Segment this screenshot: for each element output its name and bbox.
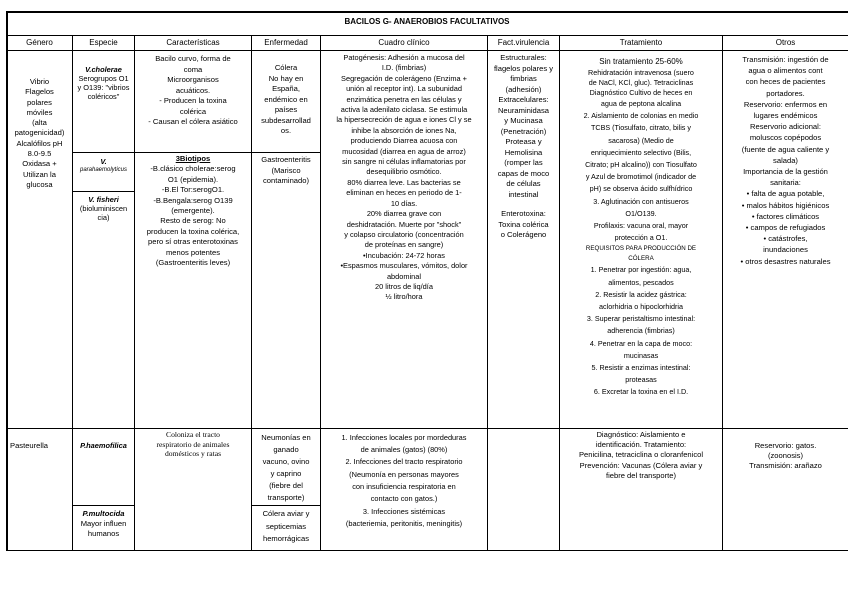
vibrio-parahaemolyticus-cell [73,153,134,191]
vibrio-cholerae-cell: V.cholerae Serogrupos O1 y O139: "vibrios coléricos" [73,52,134,152]
past-enfermedad-sep [251,505,320,506]
pasteurella-tratamiento: Diagnóstico: Aislamiento e identificación. Tratamiento: Penicilina, tetraciclina o cloranfenicol Prevención: Vacunas (Cólera aviar y fiebre del transporte) [578,430,704,480]
vibrio-tratamiento: Sin tratamiento 25-60% Rehidratación intravenosa (suero de NaCl, KCl, gluc). Tetraciclinas Diagnóstico Cultivo de heces en agua de peptona alcalina 2. Aislamiento de colonias en medio TCBS (Tiosulfato, citrato, bilis y sacarosa) (Medio de enriquecimiento selectivo (Bilis, Citrato; pH alcalino)) con Tiosulfato y Azul de bromotimol (indicador de pH) se observa ácido sulfhídrico 3. Aglutinación con antisueros O1/O139. Profilaxis: vacuna oral, mayor protección a O1. REQUISITOS PARA PRODUCCIÓN DE CÓLERA 1. Penetrar por ingestión: agua, alimentos, pescados 2. Resistir la acidez gástrica: aclorhidria o hipoclorhidria 3. Superar peristaltismo intestinal: adherencia (fimbrias) 4. Penetrar en la capa de moco: mucinasas 5. Resistir a enzimas intestinal: proteasas 6. Excretar la toxina en el I.D. [583,57,699,397]
header-especie: Especie [89,38,118,47]
header-tratamiento: Tratamiento [619,38,663,47]
vibrio-fisheri-cell: V. fisheri (bioluminiscen cia) [73,192,134,232]
species-name: P.haemofilica [80,441,127,450]
vibrio-enfermedad-sep [251,152,320,153]
pasteurella-cuadro-clinico: 1. Infecciones locales por mordeduras de animales (gatos) (80%) 2. Infecciones del tracto respiratorio (Neumonía en personas mayores con insuficiencia respiratoria en contacto con gatos.) 3. Infecciones sistémicas (bacteriemia, peritonitis, meningitis) [341,433,467,529]
species-name: V. [100,157,107,166]
header-otros: Otros [775,38,796,47]
header-enfermedad: Enfermedad [264,38,308,47]
pasteurella-enfermedad-neumonias: Neumonías en ganado vacuno, ovino y caprino (fiebre del transporte) [261,433,311,502]
vibrio-fact-virulencia: Estructurales: flagelos polares y fimbrias (adhesión) Extracelulares: Neuraminidasa y Mucinasa (Penetración) Proteasa y Hemolisina (romper las capas de moco de células intestinal Enterotoxina: Toxina colérica o Colerágeno [493,53,554,239]
pasteurella-multocida-cell: P.multocida Mayor influen humanos [73,508,134,548]
header-cuadro-clinico: Cuadro clínico [378,38,430,47]
pasteurella-otros: Reservorio: gatos. (zoonosis) Transmisión: arañazo [749,441,822,471]
vibrio-caracteristicas-1: Bacilo curvo, forma de coma Microorganisos acuáticos. - Producen la toxina colérica - Causan el cólera asiático [148,54,238,126]
table-title: BACILOS G- ANAEROBIOS FACULTATIVOS [344,17,510,26]
species-name-cont: parahaemolyticus [79,167,128,173]
pasteurella-genero: Pasteurella [10,441,48,450]
vibrio-caracteristicas-2: 3Biotipos -B.clásico cholerae:serog O1 (epidemia). -B.El Tor:serogO1. -B.Bengala:serog O139 (emergente). Resto de serog: No producen la toxina colérica, pero sí otras enterotoxinas menos potentes (Gastroenteritis leves) [135,153,251,293]
biotipos-heading: 3Biotipos [175,154,211,163]
vibrio-genero: Vibrio Flagelos polares móviles (alta patogenicidad) Alcalófilos pH 8.0-9.5 Oxidasa + Utilizan la glucosa [14,77,65,189]
header-caracteristicas: Características [166,38,220,47]
header-genero: Género [26,38,53,47]
pasteurella-enfermedad-colera-aviar: Cólera aviar y septicemias hemorrágicas [262,509,310,543]
species-name: V.cholerae [85,65,122,74]
species-name: V. fisheri [88,195,119,204]
vibrio-enfermedad-colera: Cólera No hay en España, endémico en países subdesarrollad os. [261,63,311,135]
past-especie-sep [72,505,134,506]
species-name: P.multocida [82,509,125,518]
vibrio-otros: Transmisión: ingestión de agua o alimentos cont con heces de pacientes portadores. Reservorio: enfermos en lugares endémicos Reservorio adicional: moluscos copépodos (fuente de agua caliente y salada) Importancia de la gestión sanitaria: • falta de agua potable, • malos hábitos higiénicos • factores climáticos • campos de refugiados • catástrofes, inundaciones • otros desastres naturales [740,55,831,266]
vibrio-enfermedad-gastro: Gastroenteritis (Marisco contaminado) [261,155,311,185]
header-fact-virulencia: Fact.virulencia [497,38,550,47]
pasteurella-haemofilica-cell [73,440,134,454]
vibrio-cuadro-clinico: Patogénesis: Adhesión a mucosa del I.D. (fimbrias) Segregación de colerágeno (Enzima + unión al receptor int). La subunidad enzimática penetra en las células y activa la adenilato ciclasa. Se estimula la hipersecreción de agua e iones Cl y se inhibe la absorción de iones Na, produciendo Diarrea acuosa con mucosidad (diarrea en agua de arroz) sin sangre ni células inflamatorias por desequilibrio osmótico. 80% diarrea leve. Las bacterias se eliminan en heces en periodo de 1- 10 días. 20% diarrea grave con deshidratación. Muerte por "shock" y colapso circulatorio (concentración de proteínas en sangre) •Incubación: 24-72 horas •Espasmos musculares, vómitos, dolor abdominal 20 litros de liq/día ½ litro/hora [336,53,472,302]
pasteurella-caracteristicas: Coloniza el tracto respiratorio de animales domésticos y ratas [156,430,230,459]
